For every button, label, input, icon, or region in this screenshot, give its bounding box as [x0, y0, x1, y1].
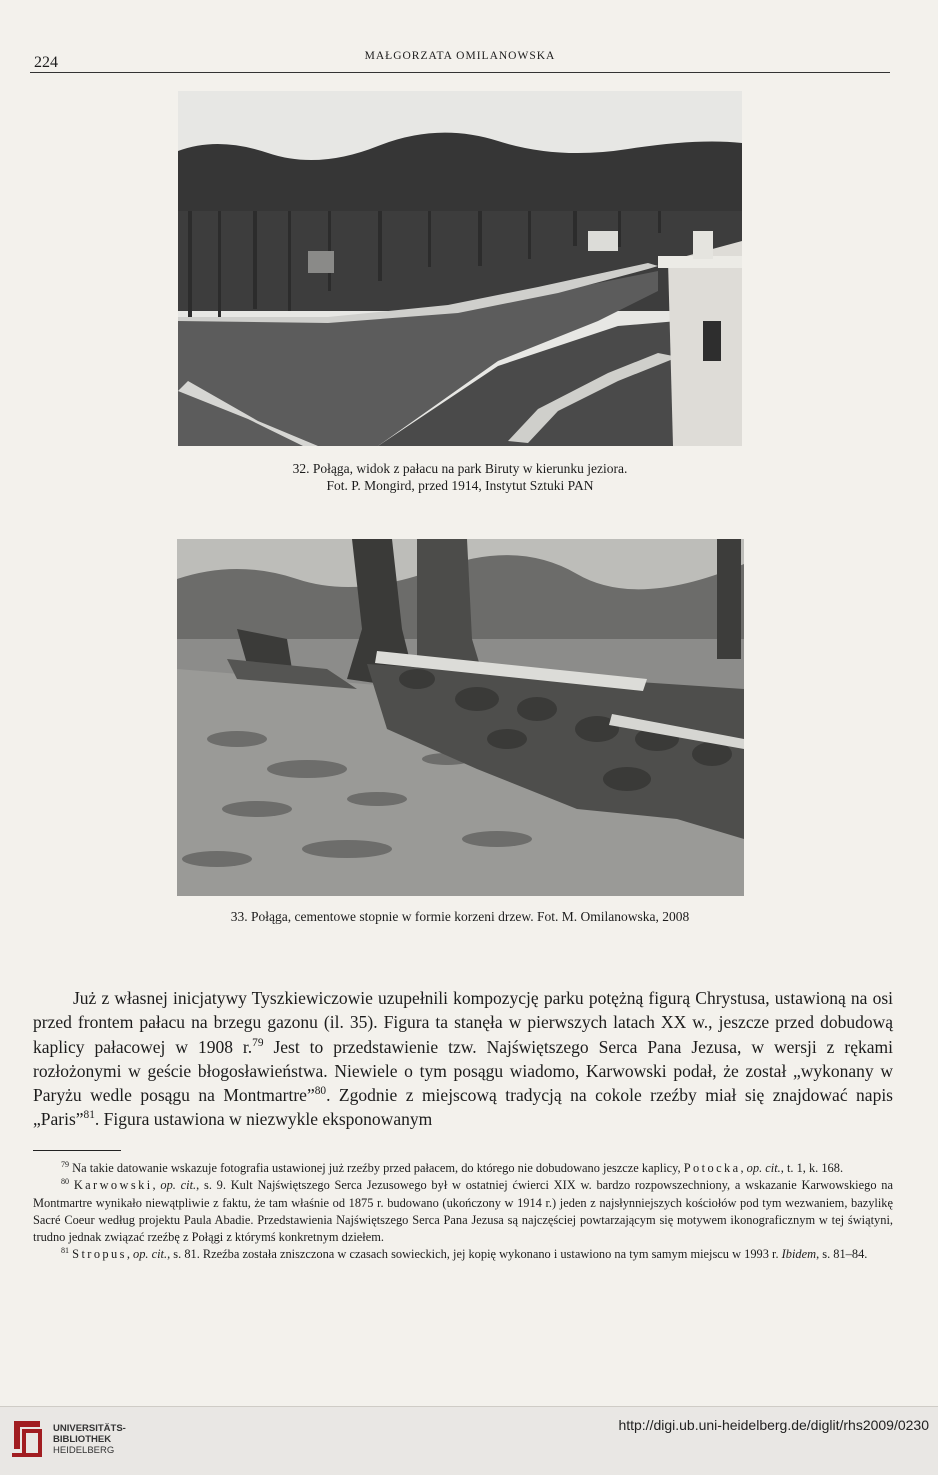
park-view-photo-image — [178, 91, 742, 446]
author-name: Potocka — [683, 1161, 741, 1175]
text-run: Na takie datowanie wskazuje fotografia ustawionej już rzeźby przed pałacem, do którego nie dobudowano jeszcze kaplicy, — [69, 1161, 681, 1175]
footnote-81 — [33, 1246, 893, 1263]
footnote-number: 81 — [61, 1246, 70, 1256]
page-number: 224 — [34, 54, 58, 71]
author-name: Stropus — [72, 1247, 127, 1262]
text-run: , s. 81–84. — [816, 1247, 868, 1262]
library-footer — [0, 1406, 938, 1475]
footnote-80 — [33, 1177, 893, 1246]
text-run: , t. 1, k. 168. — [780, 1161, 844, 1175]
logo-line: BIBLIOTHEK — [53, 1434, 112, 1445]
footnote-79 — [33, 1160, 893, 1177]
figure-33-caption — [150, 908, 770, 925]
footnote-divider — [33, 1150, 121, 1151]
text-run: . Figura ustawiona w niezwykle eksponowanym — [94, 1109, 433, 1130]
text-run: , s. 9. Kult Najświętszego Serca Jezusowego był w ostatniej ćwierci XIX w. bardzo rozpowszechniony, a wskazanie Karwowskiego na Montmartre wynikało niewątpliwie z faktu, że tam właśnie od 1875 r. budowano (ukończony w 1914 r.) jeden z najsłynniejszych kościołów pod tym wezwaniem, bazylikę Sacré Coeur według projektu Paula Abadie. Przedstawienia Najświętszego Serca Pana Jezusa są najczęściej powtarzającym się motywem ikonograficznym w tej świątyni, trudno jednak związać rzeźbę z Połągi z którymś konkretnym dziełem. — [33, 1178, 893, 1245]
footnote-number: 80 — [61, 1177, 70, 1187]
page-header — [30, 48, 890, 73]
university-library-logo-icon[interactable] — [10, 1419, 44, 1457]
library-logo-text — [53, 1423, 126, 1456]
caption-line: 32. Połąga, widok z pałacu na park Biruty w kierunku jeziora. — [292, 461, 628, 476]
op-cit: op. cit. — [160, 1178, 197, 1193]
text-run: , — [152, 1178, 161, 1193]
logo-line: UNIVERSITÄTS- — [53, 1423, 126, 1434]
footnote-number: 79 — [61, 1159, 70, 1169]
figure-32-caption — [178, 460, 742, 494]
text-run: , — [740, 1161, 747, 1175]
author-name: Karwowski — [73, 1178, 153, 1193]
caption-line: 33. Połąga, cementowe stopnie w formie korzeni drzew. Fot. M. Omilanowska, 2008 — [230, 909, 690, 924]
ibidem: Ibidem — [781, 1247, 817, 1262]
caption-line: Fot. P. Mongird, przed 1914, Instytut Sztuki PAN — [326, 478, 594, 493]
digital-library-url-link[interactable]: http://digi.ub.uni-heidelberg.de/diglit/rhs2009/0230 — [618, 1417, 929, 1433]
text-run: , s. 81. Rzeźba została zniszczona w czasach sowieckich, jej kopię wykonano i ustawiono na tym samym miejscu w 1993 r. — [167, 1247, 782, 1262]
footnote-ref-81[interactable]: 81 — [83, 1109, 95, 1122]
footnote-ref-80[interactable]: 80 — [314, 1085, 327, 1098]
op-cit: op. cit. — [133, 1247, 168, 1262]
stone-bench-photo-image — [177, 539, 744, 896]
paragraph — [33, 986, 893, 1132]
op-cit: op. cit. — [746, 1161, 781, 1175]
logo-line: HEIDELBERG — [53, 1445, 115, 1456]
running-head: MAŁGORZATA OMILANOWSKA — [364, 50, 556, 62]
figure-33-photo — [177, 539, 744, 896]
text-run: Już z własnej inicjatywy Tyszkiewiczowie uzupełnili kompozycję parku potężną figurą Chrystusa, ustawioną na osi przed frontem pałacu na brzegu gazonu (il. 35). Figura ta stanęła w pierwszych latach XX w., jeszcze przed dobudową kaplicy pałacowej w 1908 r. — [33, 988, 893, 1057]
body-text — [33, 986, 893, 1132]
figure-32-photo — [178, 91, 742, 446]
text-run: Jest to przedstawienie tzw. Najświętszego Serca Pana Jezusa, w wersji z rękami rozłożonymi w geście błogosławieństwa. Niewiele o tym posągu wiadomo, Karwowski podał, że został „wykonany w Paryżu wedle posągu na Montmartre” — [33, 1036, 893, 1106]
text-run: , — [126, 1247, 134, 1262]
footnote-ref-79[interactable]: 79 — [252, 1036, 264, 1049]
footnotes — [33, 1160, 893, 1264]
text-run: . Zgodnie z miejscową tradycją na cokole rzeźby miał się znajdować napis „Paris” — [33, 1085, 893, 1130]
